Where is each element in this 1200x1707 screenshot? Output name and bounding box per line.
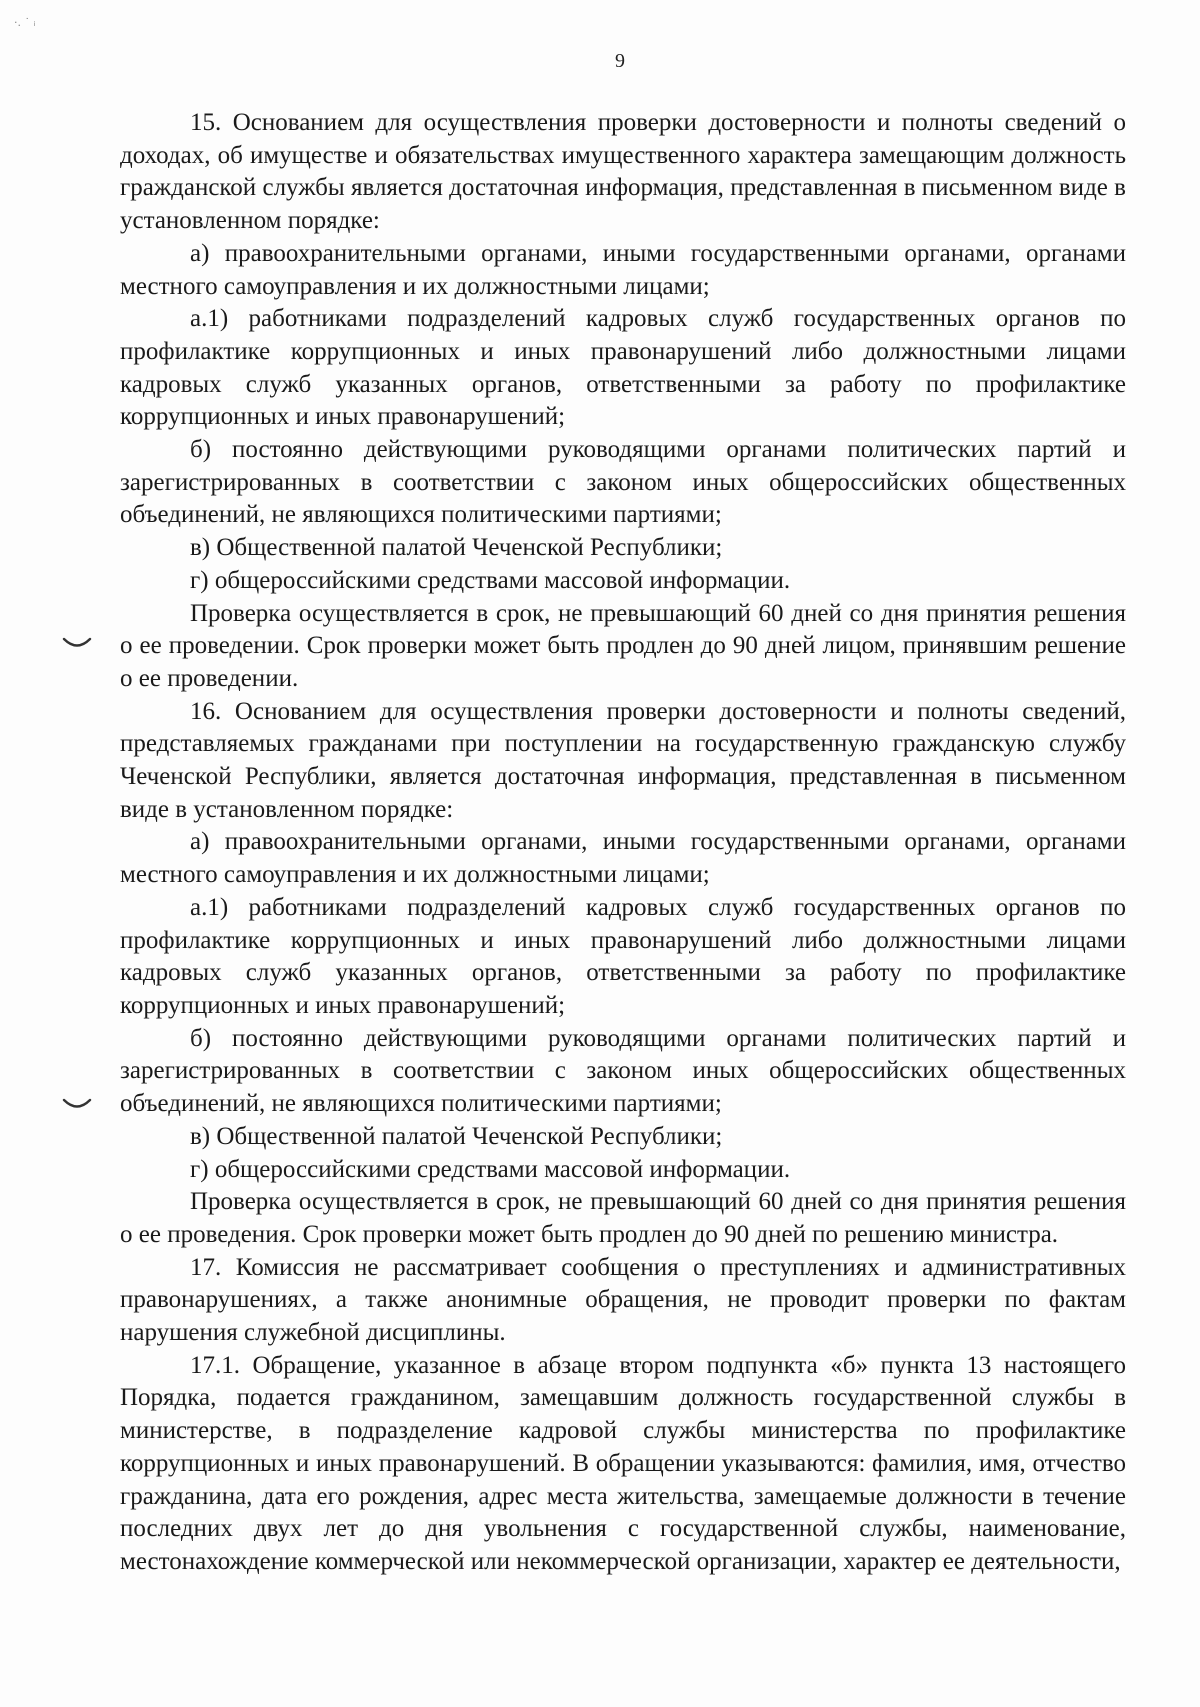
paragraph-16-term: Проверка осуществляется в срок, не превышающий 60 дней со дня принятия решения о ее проведения. Срок проверки может быть продлен до 90 дней по решению министра. xyxy=(120,1188,1126,1248)
paragraph-16-a: а) правоохранительными органами, иными государственными органами, органами местного самоуправления и их должностными лицами; xyxy=(120,828,1126,889)
binder-hole-mark-icon xyxy=(62,1097,92,1111)
paragraph-15-term: Проверка осуществляется в срок, не превышающий 60 дней со дня принятия решения о ее проведении. Срок проверки может быть продлен до 90 дней лицом, принявшим решение о ее проведении. xyxy=(120,599,1126,692)
paragraph-16-g: г) общероссийскими средствами массовой информации. xyxy=(190,1155,791,1183)
paragraph-17: 17. Комиссия не рассматривает сообщения о преступлениях и административных правонарушениях, а также анонимные обращения, не проводит проверки по фактам нарушения служебной дисциплины. xyxy=(120,1253,1126,1347)
paragraph-15-v: в) Общественной палатой Чеченской Республики; xyxy=(190,534,723,562)
binder-hole-mark-icon xyxy=(62,636,92,650)
paragraph-15-b: б) постоянно действующими руководящими органами политических партий и зарегистрированных в соответствии с законом иных общероссийских общественных объединений, не являющихся политическими партиями; xyxy=(120,436,1126,529)
paragraph-17-1: 17.1. Обращение, указанное в абзаце втором подпункта «б» пункта 13 настоящего Порядка, подается гражданином, замещавшим должность государственной службы в министерстве, в подразделение кадровой службы министерства по профилактике коррупционных и иных правонарушений. В обращении указываются: фамилия, имя, отчество гражданина, дата его рождения, адрес места жительства, замещаемые должности в течение последних двух лет до дня увольнения с государственной службы, наименование, местонахождение коммерческой или некоммерческой организации, характер ее деятельности, xyxy=(120,1351,1126,1575)
scan-artifact-marks: ·. ˙ ᵢ xyxy=(14,16,36,29)
paragraph-15-a1: а.1) работниками подразделений кадровых служб государственных органов по профилактике коррупционных и иных правонарушений либо должностными лицами кадровых служб указанных органов, ответственными за работу по профилактике коррупционных и иных правонарушений; xyxy=(120,305,1126,431)
document-body xyxy=(120,107,1126,1579)
paragraph-16: 16. Основанием для осуществления проверки достоверности и полноты сведений, представляемых гражданами при поступлении на государственную гражданскую службу Чеченской Республики, является достаточная информация, представленная в письменном виде в установленном порядке: xyxy=(120,697,1126,823)
paragraph-16-a1: а.1) работниками подразделений кадровых служб государственных органов по профилактике коррупционных и иных правонарушений либо должностными лицами кадровых служб указанных органов, ответственными за работу по профилактике коррупционных и иных правонарушений; xyxy=(120,893,1126,1019)
paragraph-16-b: б) постоянно действующими руководящими органами политических партий и зарегистрированных в соответствии с законом иных общероссийских общественных объединений, не являющихся политическими партиями; xyxy=(120,1024,1126,1118)
paragraph-15-a: а) правоохранительными органами, иными государственными органами, органами местного самоуправления и их должностными лицами; xyxy=(120,239,1126,300)
paragraph-16-v: в) Общественной палатой Чеченской Республики; xyxy=(190,1122,723,1150)
paragraph-15-g: г) общероссийскими средствами массовой информации. xyxy=(190,566,791,594)
page-number: 9 xyxy=(615,50,625,72)
paragraph-15: 15. Основанием для осуществления проверки достоверности и полноты сведений о доходах, об имуществе и обязательствах имущественного характера замещающим должность гражданской службы является достаточная информация, представленная в письменном виде в установленном порядке: xyxy=(120,109,1126,235)
